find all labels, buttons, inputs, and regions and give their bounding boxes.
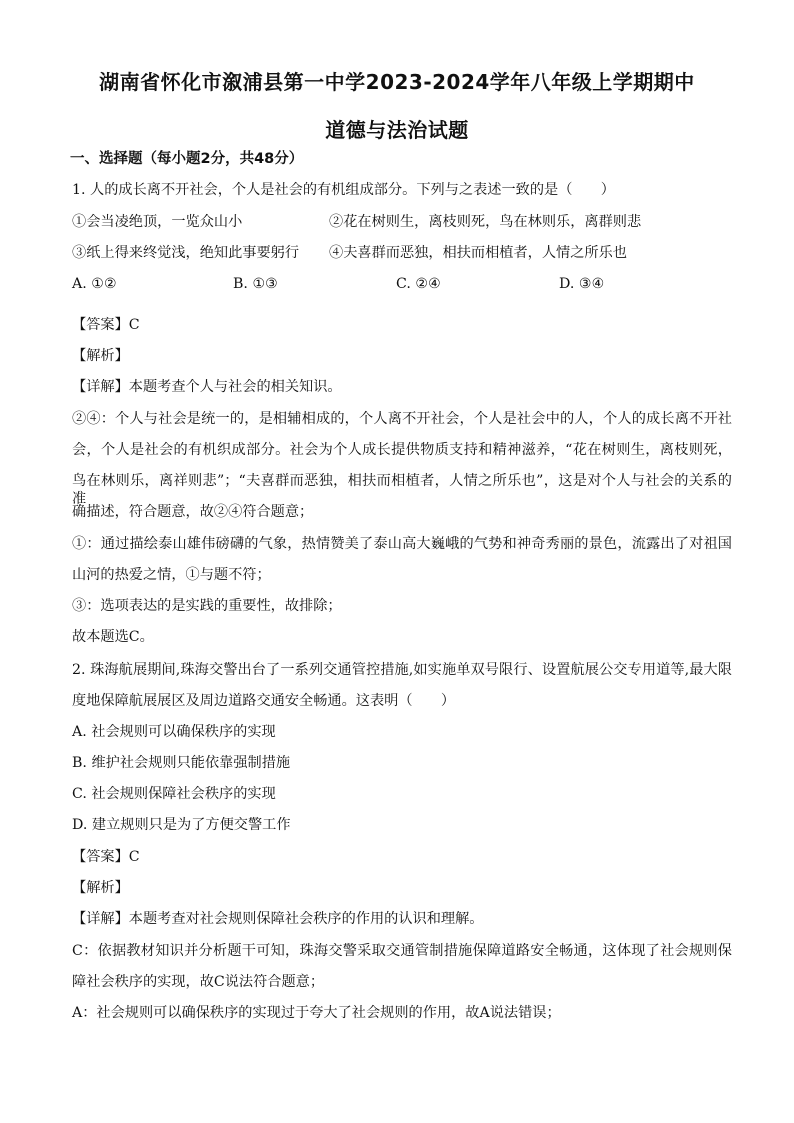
q1-explanation-line2: 会，个人是社会的有机织成部分。社会为个人成长提供物质支持和精神滋养，“花在树则生，离枝则死， xyxy=(72,442,732,458)
q1-option-a: A. ①② xyxy=(72,276,117,292)
q1-option-d: D. ③④ xyxy=(559,276,605,292)
q2-analysis-label: 【解析】 xyxy=(72,880,129,896)
q2-option-d: D. 建立规则只是为了方便交警工作 xyxy=(72,817,291,833)
q2-option-a: A. 社会规则可以确保秩序的实现 xyxy=(72,724,276,740)
q2-explanation-line3: A：社会规则可以确保秩序的实现过于夸大了社会规则的作用，故A说法错误； xyxy=(72,1005,561,1021)
q1-statement-4: ④夫喜群而恶独，相扶而相植者，人情之所乐也 xyxy=(329,245,627,261)
q1-explanation-line1: ②④：个人与社会是统一的，是相辅相成的，个人离不开社会，个人是社会中的人，个人的成长离不开社 xyxy=(72,411,732,427)
q1-explanation-line4: 确描述，符合题意，故②④符合题意； xyxy=(72,504,314,520)
document-title-line2: 道德与法治试题 xyxy=(325,118,469,142)
q1-analysis-label: 【解析】 xyxy=(72,348,129,364)
q1-conclusion: 故本题选C。 xyxy=(72,629,154,645)
q1-detail: 【详解】本题考查个人与社会的相关知识。 xyxy=(72,379,342,395)
q2-explanation-line1: C：依据教材知识并分析题干可知，珠海交警采取交通管制措施保障道路安全畅通，这体现了社会规则保 xyxy=(72,943,732,959)
q2-stem-line1: 2. 珠海航展期间,珠海交警出台了一系列交通管控措施,如实施单双号限行、设置航展公交专用道等,最大限 xyxy=(72,662,732,678)
section-heading: 一、选择题（每小题2分，共48分） xyxy=(70,151,304,167)
document-title-line1: 湖南省怀化市溆浦县第一中学2023-2024学年八年级上学期期中 xyxy=(99,70,695,94)
q2-stem-line2: 度地保障航展展区及周边道路交通安全畅通。这表明（ ） xyxy=(72,693,456,709)
q1-statement-2: ②花在树则生，离枝则死，鸟在林则乐，离群则悲 xyxy=(329,214,642,230)
q1-explanation-line7: ③：选项表达的是实践的重要性，故排除； xyxy=(72,598,342,614)
q1-stem: 1. 人的成长离不开社会，个人是社会的有机组成部分。下列与之表述一致的是（ ） xyxy=(72,182,615,198)
q1-option-c: C. ②④ xyxy=(396,276,441,292)
q1-explanation-line3: 鸟在林则乐，离祥则悲”；“夫喜群而恶独，相扶而相植者，人情之所乐也”，这是对个人与社会的关系的准 xyxy=(72,473,732,507)
q1-option-b: B. ①③ xyxy=(233,276,278,292)
q2-detail: 【详解】本题考查对社会规则保障社会秩序的作用的认识和理解。 xyxy=(72,911,484,927)
q2-option-b: B. 维护社会规则只能依靠强制措施 xyxy=(72,755,291,771)
q1-explanation-line5: ①：通过描绘泰山雄伟磅礴的气象，热情赞美了泰山高大巍峨的气势和神奇秀丽的景色，流露出了对祖国 xyxy=(72,536,732,552)
q1-answer: 【答案】C xyxy=(72,317,140,333)
q2-option-c: C. 社会规则保障社会秩序的实现 xyxy=(72,786,276,802)
q2-explanation-line2: 障社会秩序的实现，故C说法符合题意； xyxy=(72,974,325,990)
q2-answer: 【答案】C xyxy=(72,849,140,865)
q1-statement-1: ①会当凌绝顶，一览众山小 xyxy=(72,214,243,230)
q1-statement-3: ③纸上得来终觉浅，绝知此事要躬行 xyxy=(72,245,300,261)
q1-explanation-line6: 山河的热爱之情，①与题不符； xyxy=(72,567,271,583)
